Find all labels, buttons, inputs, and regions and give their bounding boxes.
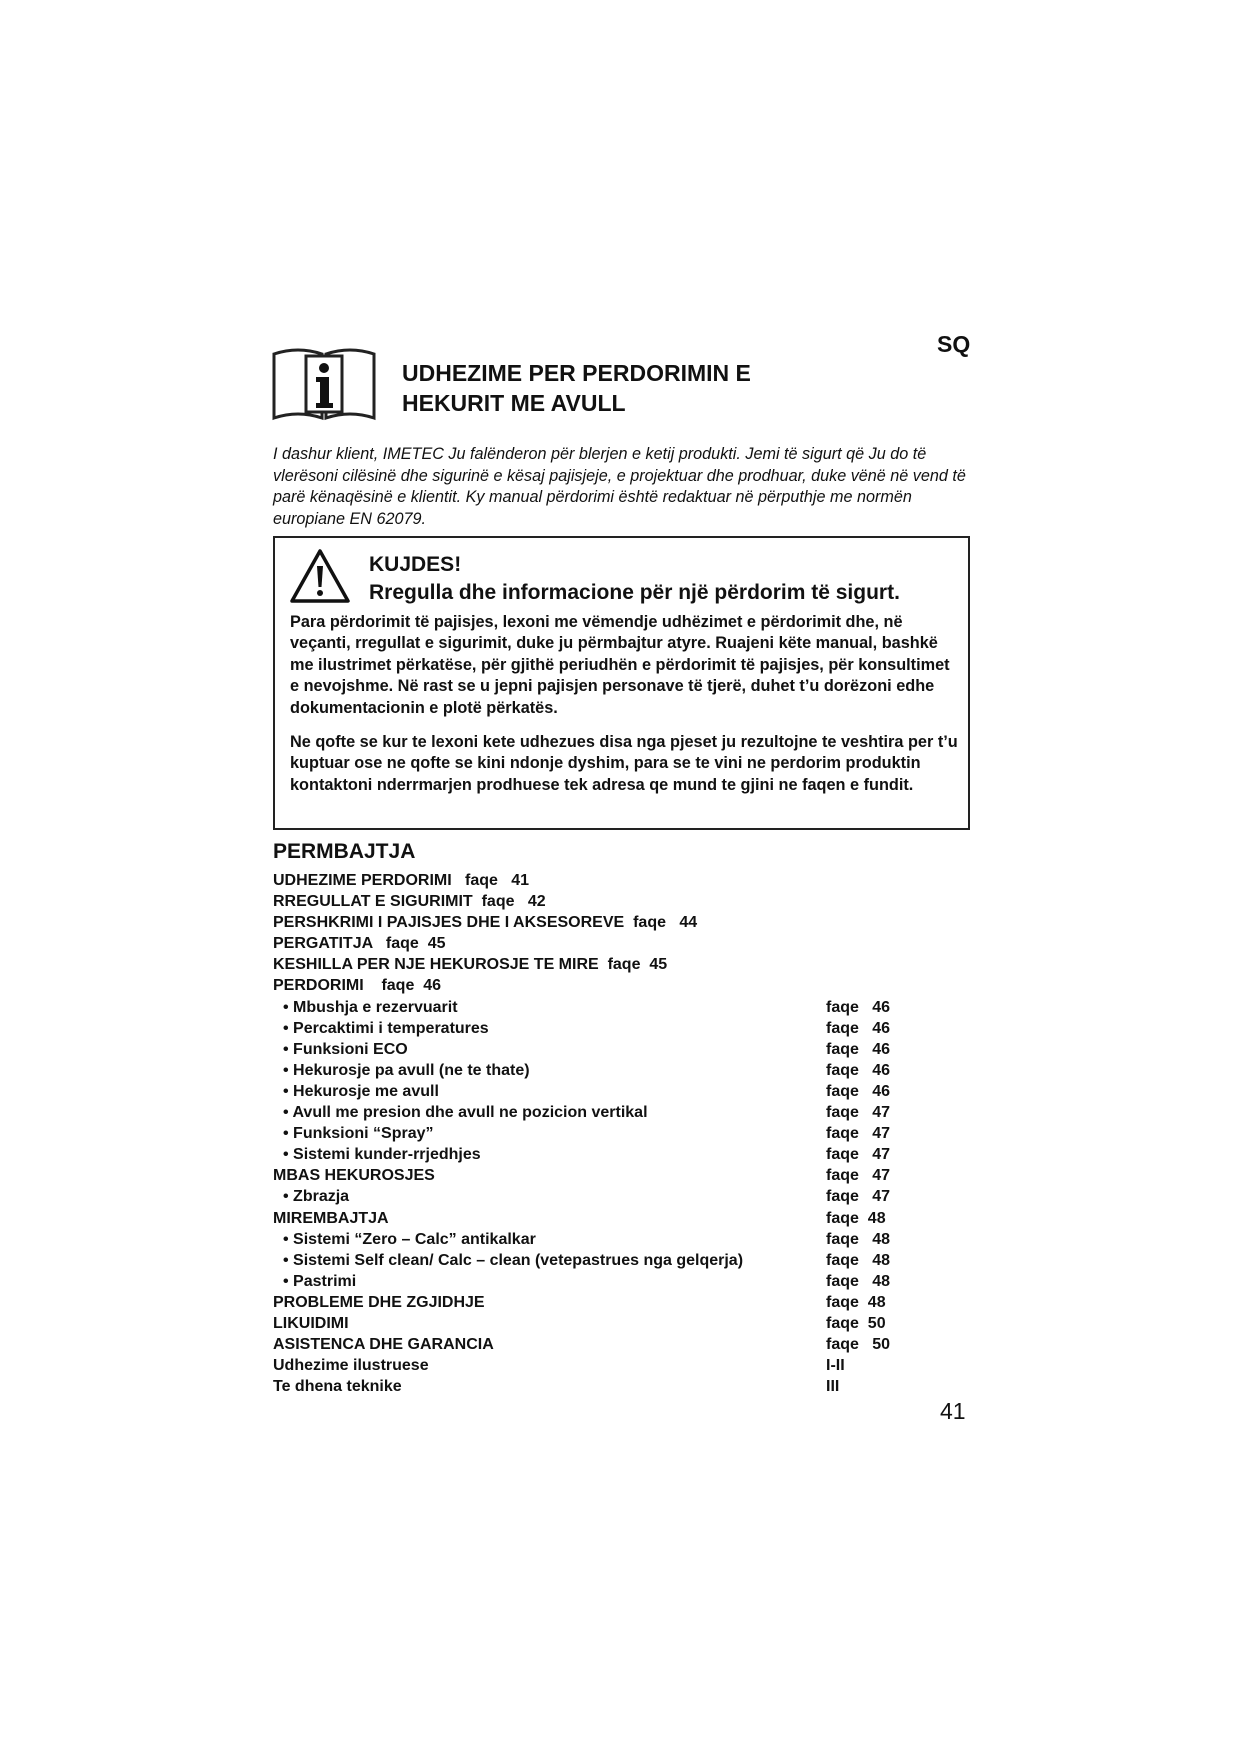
toc-entry: [273, 891, 923, 912]
toc-entry-label: PERDORIMI faqe 46: [273, 977, 442, 995]
toc-entry: [273, 1313, 923, 1334]
warning-heading-line-1: KUJDES!: [369, 553, 462, 576]
toc-entry: [273, 975, 923, 996]
warning-triangle-icon: [289, 548, 351, 604]
page-number: 41: [940, 1398, 966, 1424]
toc-entry: [273, 1355, 923, 1376]
toc-entry-label: • Avull me presion dhe avull ne pozicion vertikal: [283, 1104, 648, 1122]
warning-paragraph-1: Para përdorimit të pajisjes, lexoni me vëmendje udhëzimet e përdorimit dhe, në veçanti, rregullat e sigurimit, duke ju përmbajtur atyre. Ruajeni këte manual, bashkë me ilustrimet përkatëse, për gjithë periudhën e përdorimit të pajisjes, për konsultimet e nevojshme. Në rast se u jepni pajisjen personave të tjerë, duhet t’u dorëzoni edhe dokumentacionin e plotë përkatës.: [290, 613, 950, 717]
toc-subentry: [273, 1271, 923, 1292]
toc-entry-page: faqe 48: [826, 1272, 891, 1290]
toc-entry-page: faqe 48: [826, 1209, 886, 1227]
toc-entry-page: faqe 46: [826, 998, 891, 1016]
toc-entry-label: • Funksioni ECO: [283, 1040, 408, 1058]
toc-entry-label: • Funksioni “Spray”: [283, 1125, 434, 1143]
toc-entry-label: PERGATITJA faqe 45: [273, 935, 446, 953]
toc-entry-label: RREGULLAT E SIGURIMIT faqe 42: [273, 893, 546, 911]
warning-heading-line-2: Rregulla dhe informacione për një përdorim të sigurt.: [369, 581, 900, 604]
toc-subentry: [273, 1060, 923, 1081]
toc-entry-label: MIREMBAJTJA: [273, 1209, 389, 1227]
toc-entry-label: • Mbushja e rezervuarit: [283, 998, 458, 1016]
toc-entry-label: KESHILLA PER NJE HEKUROSJE TE MIRE faqe 45: [273, 956, 668, 974]
toc-entry-page: faqe 47: [826, 1125, 891, 1143]
toc-entry: [273, 1292, 923, 1313]
toc-entry-label: Udhezime ilustruese: [273, 1357, 429, 1375]
table-of-contents: [273, 870, 923, 1397]
toc-subentry: [273, 1123, 923, 1144]
toc-entry: [273, 1165, 923, 1186]
toc-subentry: [273, 1144, 923, 1165]
toc-entry: [273, 1208, 923, 1229]
toc-entry-page: faqe 48: [826, 1230, 891, 1248]
toc-subentry: [273, 1018, 923, 1039]
toc-title: PERMBAJTJA: [273, 840, 416, 863]
toc-entry-page: faqe 48: [826, 1293, 886, 1311]
toc-entry: [273, 1334, 923, 1355]
toc-subentry: [273, 1039, 923, 1060]
toc-subentry: [273, 1186, 923, 1207]
warning-heading: [369, 551, 900, 607]
toc-entry-page: III: [826, 1378, 840, 1396]
toc-entry: [273, 933, 923, 954]
toc-entry: [273, 912, 923, 933]
toc-subentry: [273, 1229, 923, 1250]
toc-entry-page: faqe 48: [826, 1251, 891, 1269]
toc-entry: [273, 1376, 923, 1397]
toc-entry-page: faqe 47: [826, 1146, 891, 1164]
toc-entry: [273, 870, 923, 891]
toc-entry-label: MBAS HEKUROSJES: [273, 1167, 435, 1185]
toc-entry-label: ASISTENCA DHE GARANCIA: [273, 1336, 494, 1354]
toc-entry-page: faqe 47: [826, 1104, 891, 1122]
toc-entry-label: • Sistemi kunder-rrjedhjes: [283, 1146, 481, 1164]
toc-entry-page: faqe 50: [826, 1336, 891, 1354]
toc-entry-label: UDHEZIME PERDORIMI faqe 41: [273, 872, 530, 889]
toc-entry-label: PERSHKRIMI I PAJISJES DHE I AKSESOREVE faqe 44: [273, 914, 698, 932]
title-line-2: HEKURIT ME AVULL: [402, 390, 626, 416]
toc-entry-label: • Pastrimi: [283, 1272, 357, 1290]
toc-entry-page: faqe 46: [826, 1082, 891, 1100]
warning-paragraph-2: Ne qofte se kur te lexoni kete udhezues disa nga pjeset ju rezultojne te veshtira per t’u kuptuar ose ne qofte se kini ndonje dyshim, para se te vini ne perdorim produktin kontaktoni nderrmarjen prodhuese tek adresa qe mund te gjini ne faqen e fundit.: [290, 733, 958, 794]
toc-subentry: [273, 997, 923, 1018]
toc-entry-label: PROBLEME DHE ZGJIDHJE: [273, 1293, 485, 1311]
toc-entry-page: faqe 47: [826, 1167, 891, 1185]
info-manual-icon: [272, 346, 376, 422]
language-code: SQ: [937, 331, 971, 357]
toc-entry-label: LIKUIDIMI: [273, 1314, 349, 1332]
intro-paragraph: I dashur klient, IMETEC Ju falënderon për blerjen e ketij produkti. Jemi të sigurt që Ju do të vlerësoni cilësinë dhe sigurinë e kësaj pajisjeje, e projektuar dhe prodhuar, duke vënë në vend të parë kënaqësinë e klientit. Ky manual përdorimi është redaktuar në përputhje me normën europiane EN 62079.: [273, 445, 966, 528]
document-title: [402, 358, 751, 418]
warning-box: [273, 536, 970, 830]
toc-entry-page: faqe 46: [826, 1040, 891, 1058]
toc-entry: [273, 954, 923, 975]
toc-entry-page: faqe 47: [826, 1188, 891, 1206]
toc-entry-label: • Percaktimi i temperatures: [283, 1019, 489, 1037]
toc-entry-label: Te dhena teknike: [273, 1378, 402, 1396]
toc-entry-label: • Zbrazja: [283, 1188, 350, 1206]
toc-entry-label: • Hekurosje me avull: [283, 1082, 439, 1100]
toc-entry-page: faqe 50: [826, 1314, 886, 1332]
toc-entry-label: • Sistemi Self clean/ Calc – clean (vetepastrues nga gelqerja): [283, 1251, 744, 1269]
toc-entry-label: • Sistemi “Zero – Calc” antikalkar: [283, 1230, 536, 1248]
toc-entry-page: I-II: [826, 1357, 845, 1375]
toc-subentry: [273, 1102, 923, 1123]
toc-entry-label: • Hekurosje pa avull (ne te thate): [283, 1061, 530, 1079]
toc-subentry: [273, 1250, 923, 1271]
toc-entry-page: faqe 46: [826, 1019, 891, 1037]
title-line-1: UDHEZIME PER PERDORIMIN E: [402, 360, 751, 386]
toc-entry-page: faqe 46: [826, 1061, 891, 1079]
toc-subentry: [273, 1081, 923, 1102]
